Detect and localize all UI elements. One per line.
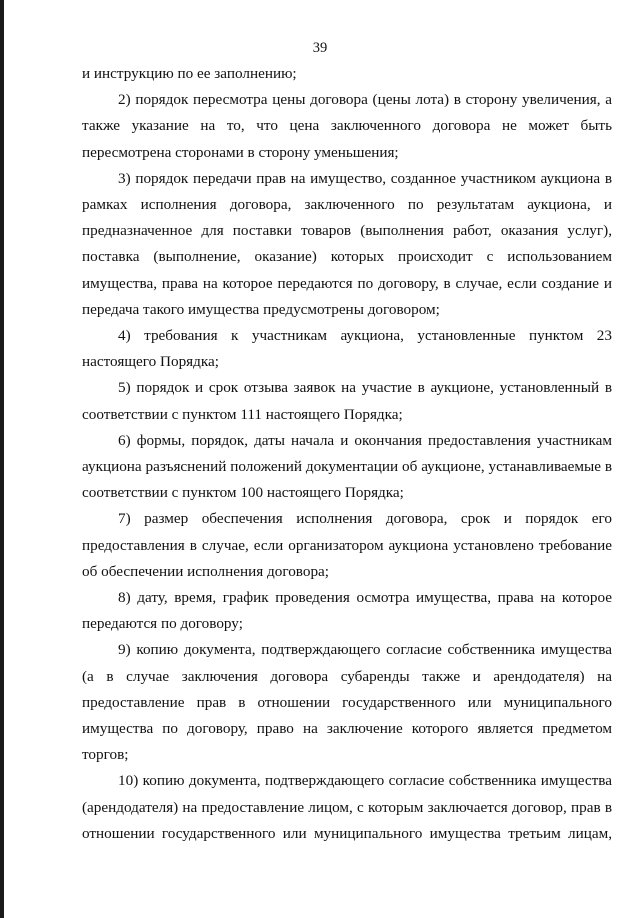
document-body (82, 61, 612, 847)
paragraph-7: 7) размер обеспечения исполнения договора, срок и порядок его предоставления в случае, если организатором аукциона установлено требование об обеспечении исполнения договора; (82, 510, 612, 580)
paragraph-6: 6) формы, порядок, даты начала и окончания предоставления участникам аукциона разъяснений положений документации об аукционе, устанавливаемые в соответствии с пунктом 100 настоящего Порядка; (82, 431, 612, 502)
paragraph-5: 5) порядок и срок отзыва заявок на участие в аукционе, установленный в соответствии с пунктом 111 настоящего Порядка; (82, 379, 612, 423)
paragraph-8: 8) дату, время, график проведения осмотра имущества, права на которое передаются по договору; (82, 589, 612, 633)
paragraph-2: 2) порядок пересмотра цены договора (цены лота) в сторону увеличения, а также указание на то, что цена заключенного договора не может быть пересмотрена сторонами в сторону уменьшения; (82, 91, 612, 161)
page-number: 39 (312, 40, 328, 56)
paragraph-1: и инструкцию по ее заполнению; (82, 65, 297, 82)
scan-edge (0, 0, 4, 918)
paragraph-4: 4) требования к участникам аукциона, установленные пунктом 23 настоящего Порядка; (82, 327, 612, 371)
paragraph-10: 10) копию документа, подтверждающего согласие собственника имущества (арендодателя) на предоставление лицом, с которым заключается договор, прав в отношении государственного или муниципального имущества третьим лицам, (82, 772, 612, 842)
paragraph-9: 9) копию документа, подтверждающего согласие собственника имущества (а в случае заключения договора субаренды также и арендодателя) на предоставление прав в отношении государственного или муниципального имущества по договору, право на заключение которого является предметом торгов; (82, 641, 612, 764)
paragraph-3: 3) порядок передачи прав на имущество, созданное участником аукциона в рамках исполнения договора, заключенного по результатам аукциона, и предназначенное для поставки товаров (выполнения работ, оказания услуг), поставка (выполнение, оказание) которых происходит с использованием имущества, права на которое передаются по договору, в случае, если создание и передача такого имущества предусмотрены договором; (82, 169, 612, 318)
